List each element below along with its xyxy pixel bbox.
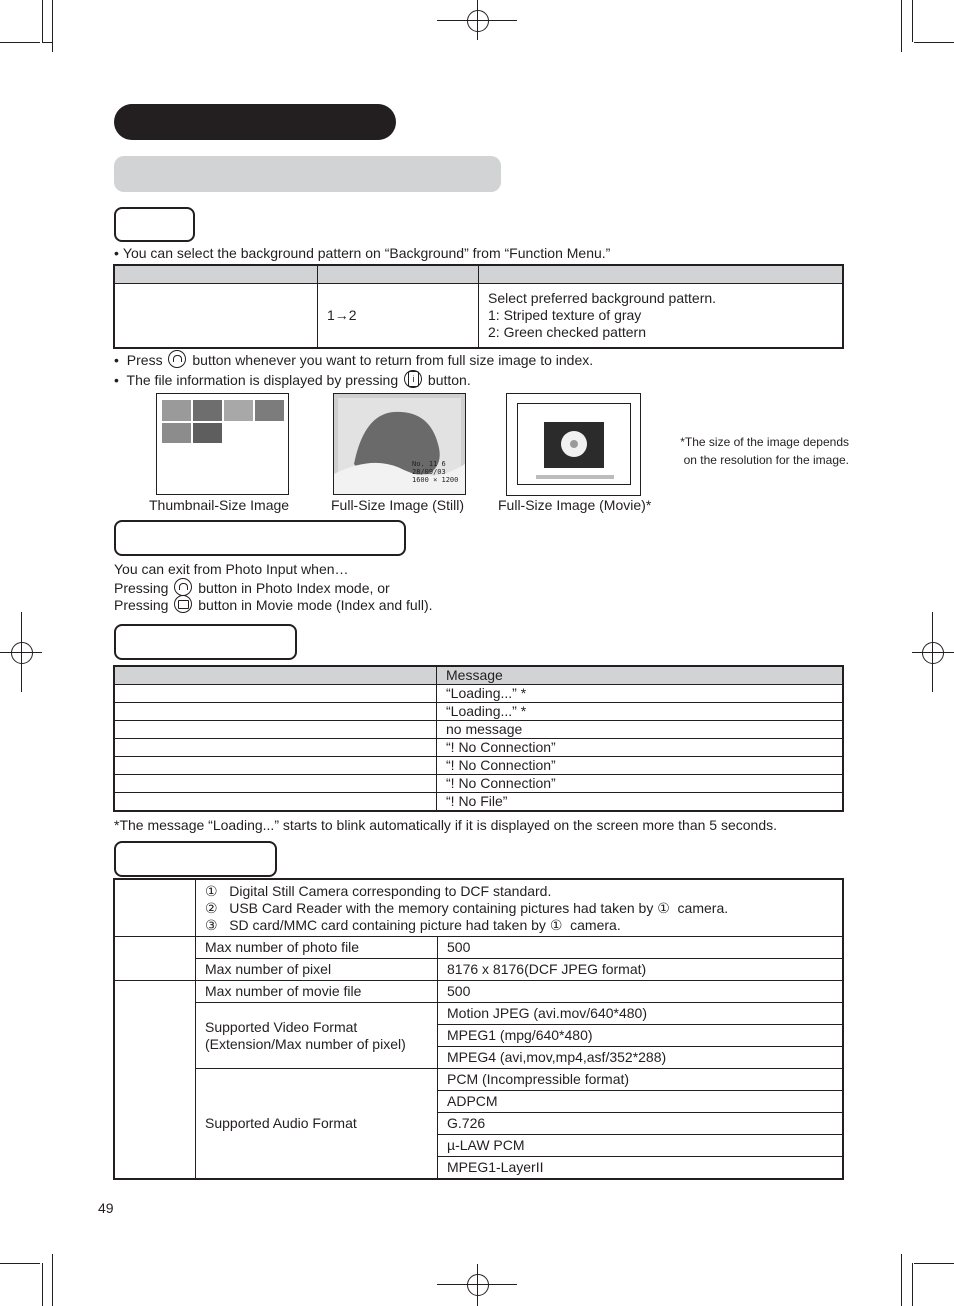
message-condition [115, 757, 437, 775]
spec-video-label-line: (Extension/Max number of pixel) [205, 1035, 406, 1052]
spec-value: 500 [438, 981, 843, 1003]
loading-note: *The message “Loading...” starts to blink automatically if it is displayed on the screen more than 5 seconds. [114, 817, 778, 833]
bg-row-desc [479, 284, 843, 348]
message-cell: “! No Connection” [437, 757, 843, 775]
image-size-note-line: on the resolution for the image. [683, 453, 849, 467]
bg-desc-line: Select preferred background pattern. [488, 290, 717, 306]
spec-video-format: Motion JPEG (avi.mov/640*480) [438, 1003, 843, 1025]
still-image-example [333, 393, 466, 495]
still-overlay-line: No. 11 6 [412, 460, 446, 468]
spec-device-line: ② USB Card Reader with the memory containing pictures had taken by ① camera. [205, 899, 729, 916]
chapter-title-bar [114, 104, 396, 140]
spec-label: Max number of movie file [196, 981, 438, 1003]
press-post: button whenever you want to return from full size image to index. [192, 352, 594, 368]
spec-value: 500 [438, 937, 843, 959]
bg-desc-line: 1: Striped texture of gray [488, 307, 642, 323]
message-cell: “Loading...” * [437, 685, 843, 703]
info-pre: The file information is displayed by pressing [126, 372, 399, 388]
spec-movie-category [115, 981, 196, 1179]
spec-value: 8176 x 8176(DCF JPEG format) [438, 959, 843, 981]
spec-devices-cell [196, 880, 843, 937]
spec-label: Max number of photo file [196, 937, 438, 959]
exit-line-3 [114, 595, 433, 614]
message-cell: “! No File” [437, 793, 843, 811]
image-size-note-line: *The size of the image depends [680, 435, 849, 449]
spec-video-format: MPEG4 (avi,mov,mp4,asf/352*288) [438, 1047, 843, 1069]
message-condition [115, 685, 437, 703]
message-cell: “! No Connection” [437, 739, 843, 757]
spec-audio-format: G.726 [438, 1113, 843, 1135]
message-label-box [114, 624, 297, 660]
section-title-bar [114, 156, 501, 192]
spec-video-format: MPEG1 (mpg/640*480) [438, 1025, 843, 1047]
still-overlay-line: 1600 × 1200 [412, 476, 459, 484]
spec-label-box [114, 841, 277, 877]
movie-progress-bar [536, 475, 614, 479]
bg-header-item [115, 266, 318, 284]
thumb-2 [193, 400, 222, 421]
message-condition [115, 739, 437, 757]
spec-label: Max number of pixel [196, 959, 438, 981]
still-overlay [412, 460, 458, 484]
intro-bullet: • You can select the background pattern on “Background” from “Function Menu.” [114, 245, 610, 262]
page-number: 49 [98, 1200, 114, 1216]
message-table [114, 666, 843, 811]
spec-audio-format: ADPCM [438, 1091, 843, 1113]
spec-audio-format: µ-LAW PCM [438, 1135, 843, 1157]
movie-frame [517, 403, 631, 485]
message-header-condition [115, 667, 437, 685]
flower-photo [544, 422, 604, 468]
still-caption: Full-Size Image (Still) [331, 497, 465, 513]
camera-button-icon [174, 595, 192, 613]
thumb-4 [255, 400, 284, 421]
bg-header-desc [479, 266, 843, 284]
message-cell: no message [437, 721, 843, 739]
message-condition [115, 703, 437, 721]
thumbnail-caption: Thumbnail-Size Image [149, 497, 290, 513]
exit-line-1: You can exit from Photo Input when… [114, 561, 349, 577]
spec-audio-label: Supported Audio Format [196, 1069, 438, 1179]
spec-video-label [196, 1003, 438, 1069]
thumb-1 [162, 400, 191, 421]
info-post: button. [427, 372, 471, 388]
thumbnail-image-example [156, 393, 289, 495]
image-size-note [680, 433, 849, 469]
exit-line-2-pre: Pressing [114, 580, 169, 596]
bg-row-value: 1→2 [318, 284, 479, 348]
bg-header-value [318, 266, 479, 284]
bg-desc-line: 2: Green checked pattern [488, 324, 646, 340]
press-bullet [114, 350, 593, 369]
still-overlay-line: 28/09/03 [412, 468, 446, 476]
message-cell: “! No Connection” [437, 775, 843, 793]
spec-table [114, 879, 843, 1179]
exit-label-box [114, 520, 406, 556]
return-button-icon [174, 578, 192, 596]
thumb-6 [193, 423, 222, 443]
movie-image-example [506, 393, 641, 496]
movie-caption: Full-Size Image (Movie)* [498, 497, 652, 513]
exit-line-2-post: button in Photo Index mode, or [198, 580, 390, 596]
info-button-icon [404, 370, 422, 388]
message-condition [115, 793, 437, 811]
exit-line-3-pre: Pressing [114, 597, 169, 613]
press-pre: Press [126, 352, 163, 368]
spec-device-line: ① Digital Still Camera corresponding to DCF standard. [205, 882, 552, 899]
message-cell: “Loading...” * [437, 703, 843, 721]
spec-video-label-line: Supported Video Format [205, 1018, 358, 1035]
thumb-3 [224, 400, 253, 421]
message-header-message: Message [437, 667, 843, 685]
spec-photo-category [115, 937, 196, 981]
thumb-5 [162, 423, 191, 443]
spec-audio-format: MPEG1-LayerII [438, 1157, 843, 1179]
info-bullet [114, 370, 471, 389]
background-label-box [114, 207, 195, 242]
message-condition [115, 775, 437, 793]
message-condition [115, 721, 437, 739]
spec-device-line: ③ SD card/MMC card containing picture had taken by ① camera. [205, 916, 621, 933]
return-button-icon [168, 350, 186, 368]
exit-line-3-post: button in Movie mode (Index and full). [198, 597, 433, 613]
bg-row-item [115, 284, 318, 348]
spec-audio-format: PCM (Incompressible format) [438, 1069, 843, 1091]
spec-devices-category [115, 880, 196, 937]
background-table [114, 265, 843, 348]
